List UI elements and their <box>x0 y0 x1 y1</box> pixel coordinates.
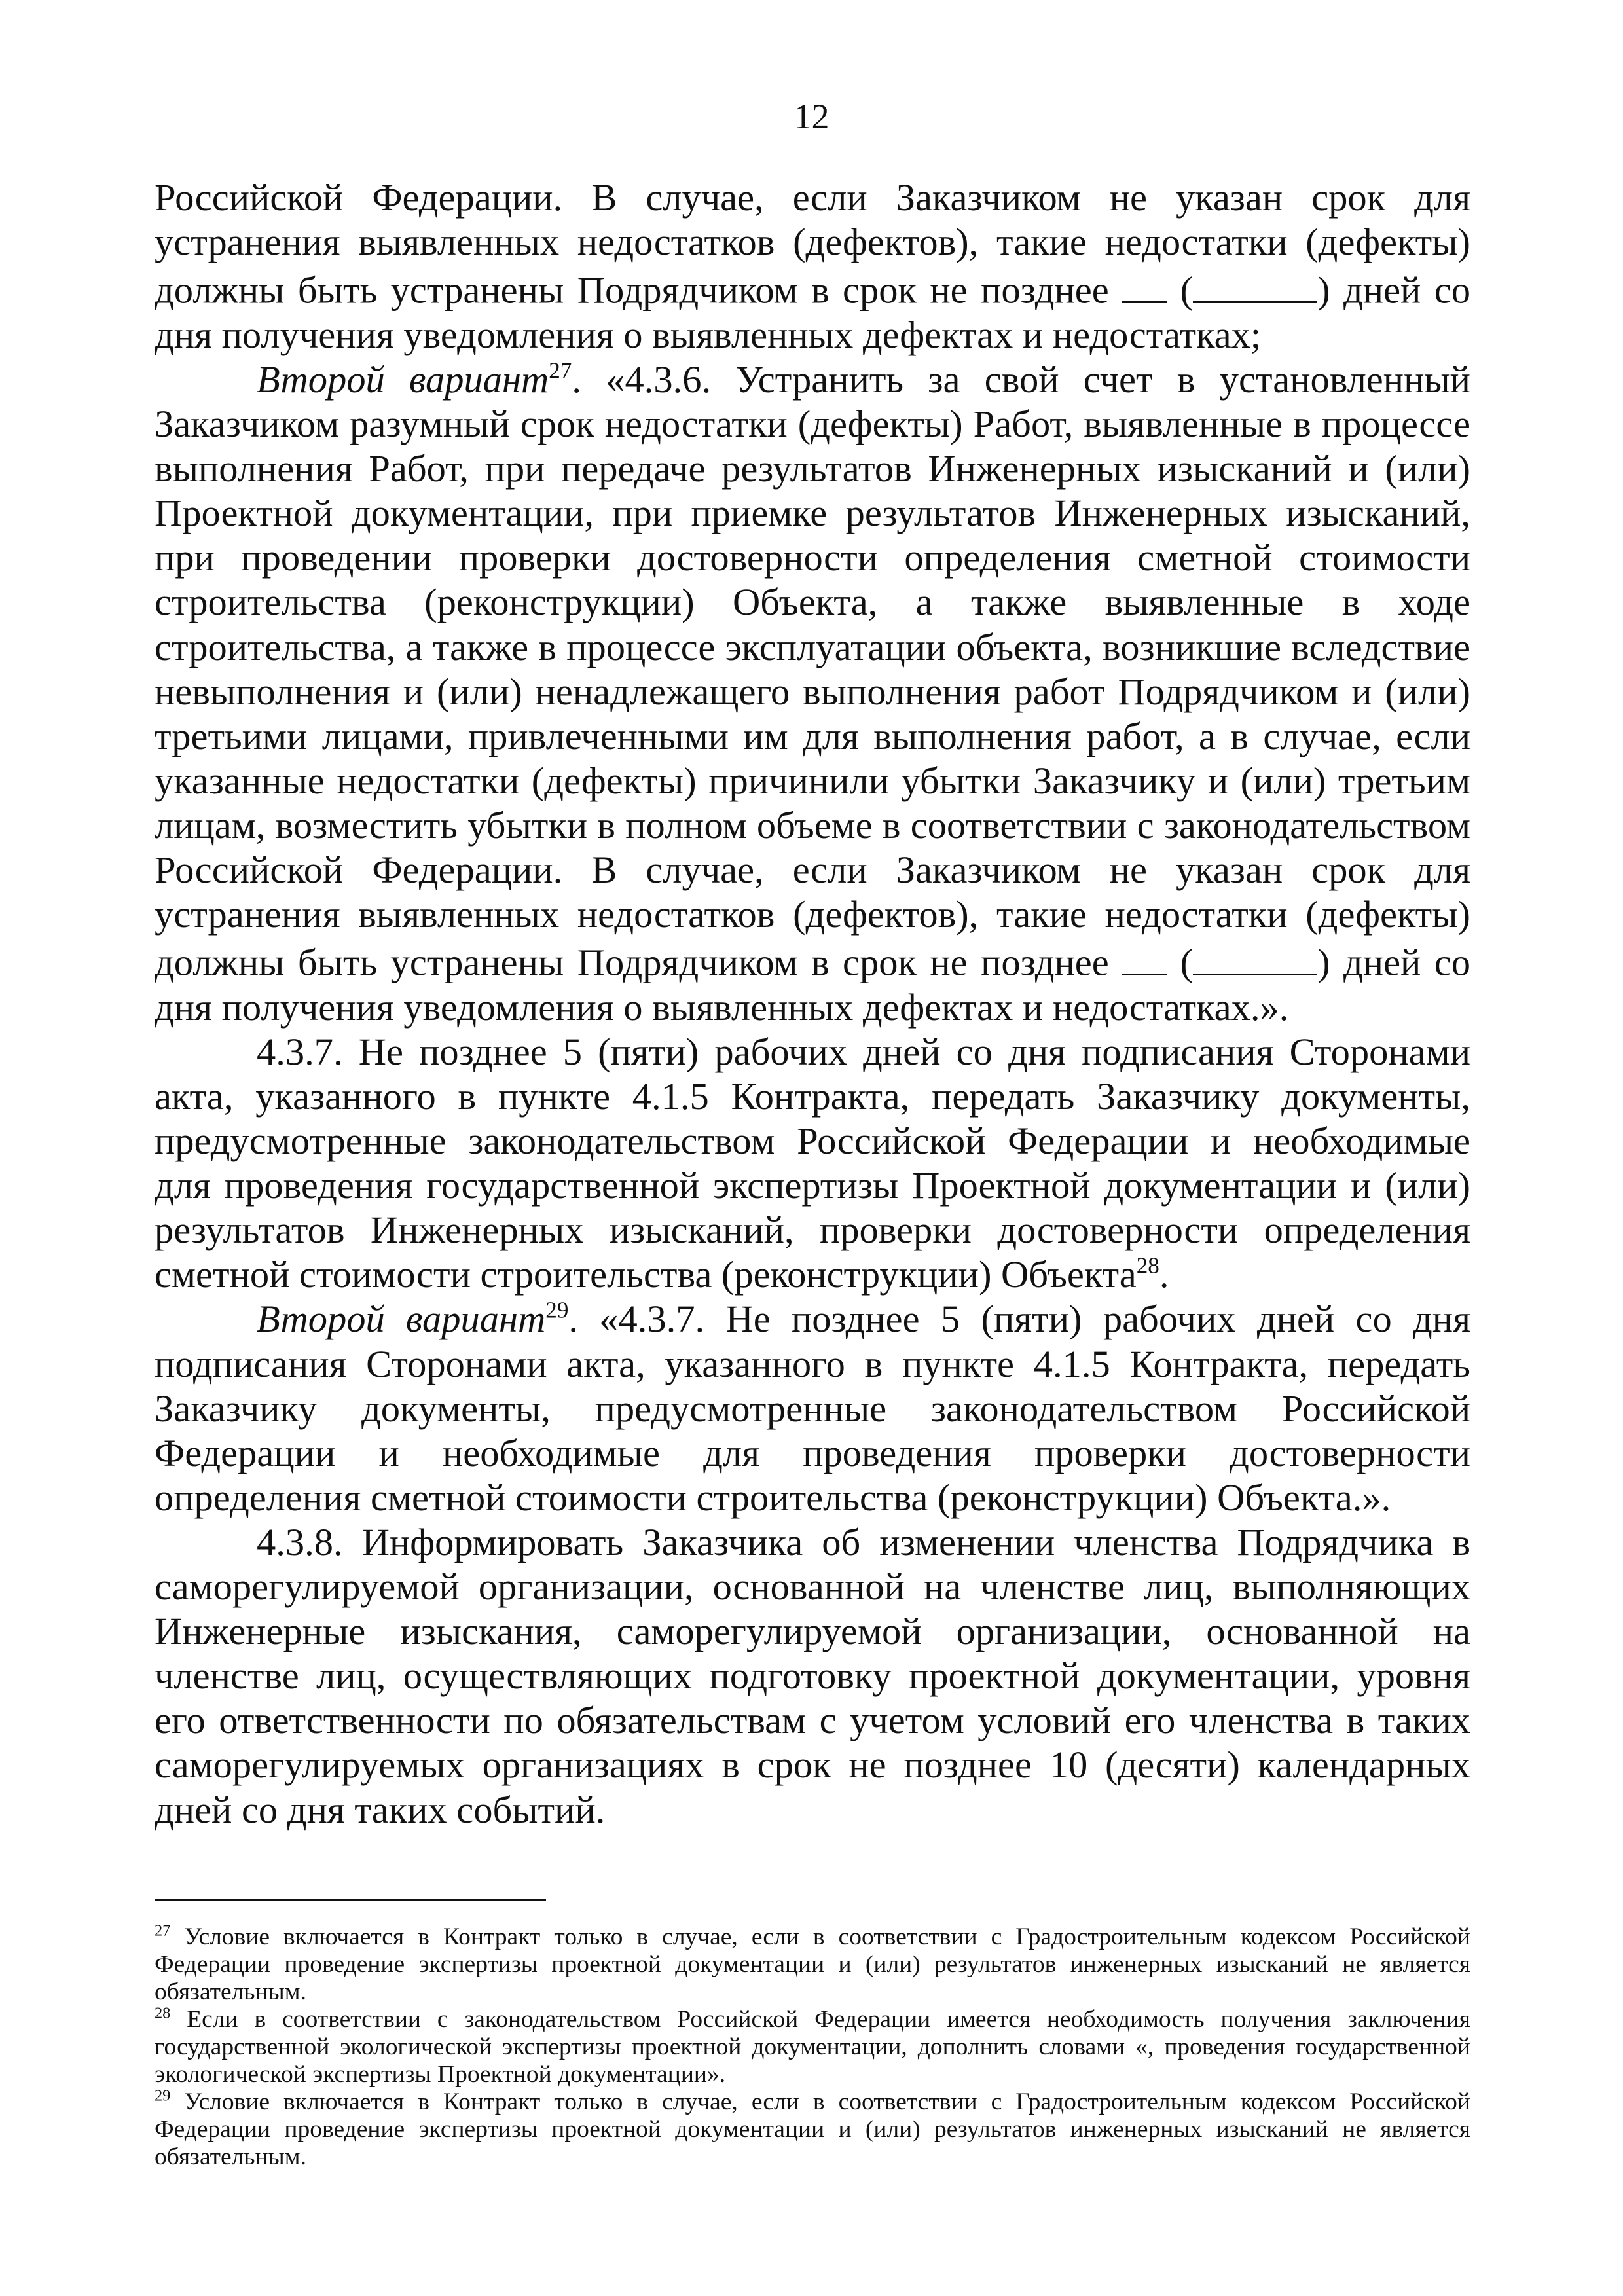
fill-in-blank <box>1122 264 1167 303</box>
footnote-reference: 28 <box>1136 1252 1159 1279</box>
paragraph-text: . «4.3.6. Устранить за свой счет в установленный Заказчиком разумный срок недостатки (дефекты) Работ, выявленные в процессе выполнения Работ, при передаче результатов Инженерных изысканий и (или) Проектной документации, при приемке результатов Инженерных изысканий, при проведении проверки достоверности определения сметной стоимости строительства (реконструкции) Объекта, а также выявленные в ходе строительства, а также в процессе эксплуатации объекта, возникшие вследствие невыполнения и (или) ненадлежащего выполнения работ Подрядчиком и (или) третьими лицами, привлеченными им для выполнения работ, а в случае, если указанные недостатки (дефекты) причинили убытки Заказчику и (или) третьим лицам, возместить убытки в полном объеме в соответствии с законодательством Российской Федерации. В случае, если Заказчиком не указан срок для устранения выявленных недостатков (дефектов), такие недостатки (дефекты) должны быть устранены Подрядчиком в срок не позднее <box>155 357 1470 984</box>
paragraph-variant-4-3-6 <box>155 357 1470 1030</box>
footnote-text: Условие включается в Контракт только в случае, если в соответствии с Градостроительным кодексом Российской Федерации проведение экспертизы проектной документации и (или) результатов инженерных изысканий не является обязательным. <box>155 1923 1470 2005</box>
footnote-reference: 29 <box>545 1297 569 1323</box>
fill-in-blank <box>1122 937 1167 975</box>
footnotes-section <box>155 1923 1470 2171</box>
paragraph-text: . <box>1159 1253 1169 1296</box>
footnote-27 <box>155 1923 1470 2006</box>
paragraph-text: 4.3.8. Информировать Заказчика об изменении членства Подрядчика в саморегулируемой организации, основанной на членстве лиц, выполняющих Инженерные изыскания, саморегулируемой организации, основанной на членстве лиц, осуществляющих подготовку проектной документации, уровня его ответственности по обязательствам с учетом условий его членства в таких саморегулируемых организациях в срок не позднее 10 (десяти) календарных дней со дня таких событий. <box>155 1520 1470 1831</box>
variant-label: Второй вариант <box>257 1298 546 1341</box>
footnote-reference: 27 <box>549 357 572 384</box>
paragraph-text: ) дней со дня получения уведомления о выявленных дефектах и недостатках.». <box>155 941 1471 1029</box>
footnote-number: 28 <box>155 2004 171 2022</box>
paragraph-text: ( <box>1167 268 1194 312</box>
paragraph-text: ) дней со дня получения уведомления о выявленных дефектах и недостатках; <box>155 268 1471 356</box>
footnote-29 <box>155 2088 1470 2171</box>
paragraph-4-3-8 <box>155 1520 1470 1832</box>
footnote-number: 29 <box>155 2086 171 2105</box>
footnote-text: Условие включается в Контракт только в случае, если в соответствии с Градостроительным кодексом Российской Федерации проведение экспертизы проектной документации и (или) результатов инженерных изысканий не является обязательным. <box>155 2088 1470 2170</box>
paragraph-variant-4-3-7 <box>155 1297 1470 1520</box>
paragraph-4-3-7 <box>155 1030 1470 1298</box>
footnote-28 <box>155 2006 1470 2088</box>
footnote-separator <box>155 1899 546 1901</box>
paragraph-text: ( <box>1167 941 1194 984</box>
paragraph-text: 4.3.7. Не позднее 5 (пяти) рабочих дней со дня подписания Сторонами акта, указанного в пункте 4.1.5 Контракта, передать Заказчику документы, предусмотренные законодательством Российской Федерации и необходимые для проведения государственной экспертизы Проектной документации и (или) результатов Инженерных изысканий, проверки достоверности определения сметной стоимости строительства (реконструкции) Объекта <box>155 1030 1470 1296</box>
main-text <box>155 175 1470 1832</box>
variant-label: Второй вариант <box>257 357 549 401</box>
footnote-number: 27 <box>155 1922 171 1940</box>
paragraph-text: . «4.3.7. Не позднее 5 (пяти) рабочих дней со дня подписания Сторонами акта, указанного в пункте 4.1.5 Контракта, передать Заказчику документы, предусмотренные законодательством Российской Федерации и необходимые для проведения проверки достоверности определения сметной стоимости строительства (реконструкции) Объекта.». <box>155 1298 1470 1519</box>
fill-in-blank <box>1193 937 1317 975</box>
fill-in-blank <box>1193 264 1317 303</box>
footnote-text: Если в соответствии с законодательством Российской Федерации имеется необходимость получения заключения государственной экологической экспертизы проектной документации, дополнить словами «, проведения государственной экологической экспертизы Проектной документации». <box>155 2006 1470 2088</box>
paragraph-text: Российской Федерации. В случае, если Заказчиком не указан срок для устранения выявленных недостатков (дефектов), такие недостатки (дефекты) должны быть устранены Подрядчиком в срок не позднее <box>155 176 1470 312</box>
paragraph-continuation <box>155 175 1470 357</box>
page-number: 12 <box>793 97 830 136</box>
